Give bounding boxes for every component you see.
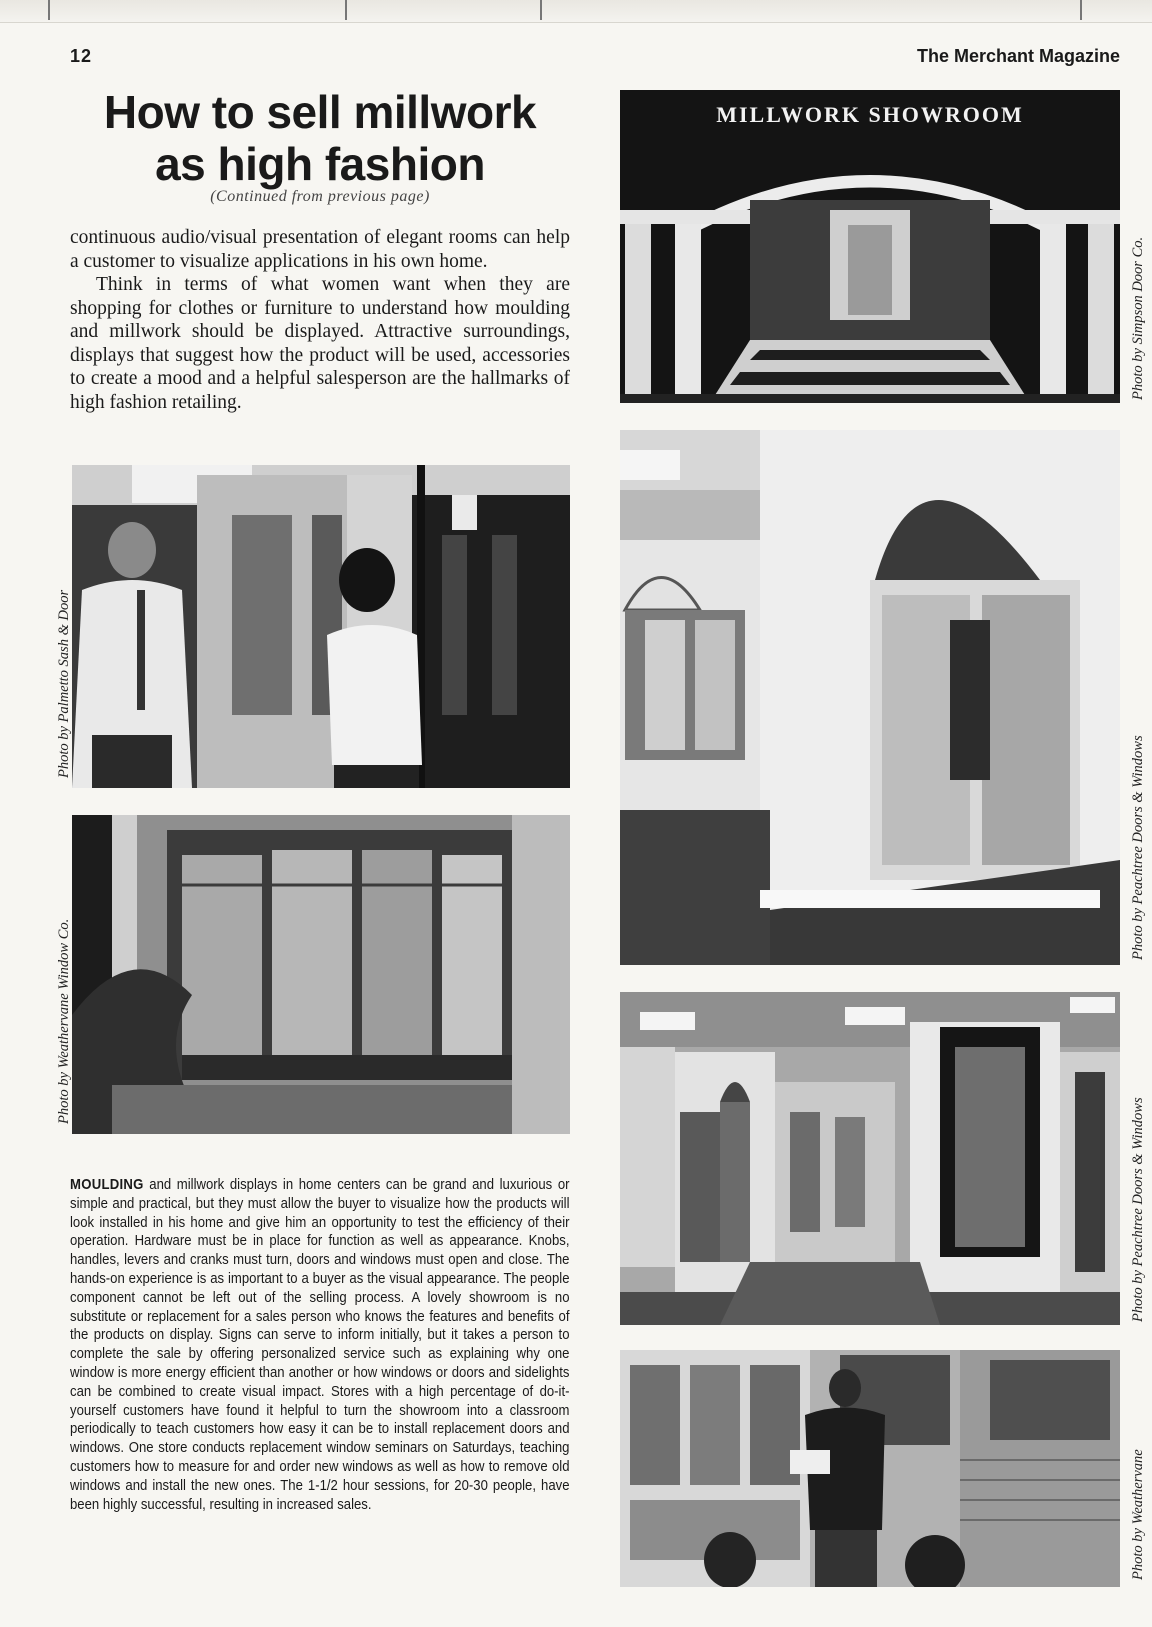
page-number: 12	[70, 46, 93, 66]
credit-peachtree-1: Photo by Peachtree Doors & Windows	[1130, 735, 1146, 960]
credit-peachtree-2: Photo by Peachtree Doors & Windows	[1130, 1097, 1146, 1322]
showroom-sign-text: MILLWORK SHOWROOM	[716, 102, 1024, 127]
intro-paragraph-1: continuous audio/visual presentation of elegant rooms can help a customer to visualize applications in his own home.	[70, 227, 570, 272]
article-headline	[60, 86, 580, 190]
photo-peachtree-showroom-corridor	[620, 992, 1120, 1325]
photo-palmetto-door-display	[72, 465, 570, 788]
photo-weathervane-bay-window	[72, 815, 570, 1134]
credit-weathervane-window: Photo by Weathervane Window Co.	[56, 918, 72, 1124]
credit-simpson: Photo by Simpson Door Co.	[1130, 236, 1146, 400]
photo-caption-text	[70, 1176, 570, 1514]
continued-note: (Continued from previous page)	[210, 188, 430, 205]
intro-paragraph-2: Think in terms of what women want when they are shopping for clothes or furniture to understand how moulding and millwork should be displayed. Attractive surroundings, displays that suggest how the product will be used, accessories to create a mood and a helpful salesperson are the hallmarks of high fashion retailing.	[70, 274, 570, 413]
photo-peachtree-arched-window	[620, 430, 1120, 965]
caption-lead-word: MOULDING	[70, 1177, 144, 1193]
caption-body: and millwork displays in home centers can be grand and luxurious or simple and practical, but they must allow the buyer to visualize how the products will look installed in his home and give him an opportunity to test the efficiency of their operation. Hardware must be in place for function as well as appearance. Knobs, handles, levers and cranks must turn, doors and windows must open and close. The hands-on experience is as important to a buyer as the visual appearance. The people component cannot be left out of the selling process. A lovely showroom is no substitute or replacement for a sales person who knows the features and benefits of the products on display. Signs can serve to inform initially, but it takes a person to complete the sale by offering personalized service such as explaining why one window is more energy efficient than another or how windows or doors and sidelights can be combined to create visual impact. Stores with a high percentage of do-it-yourself customers have found it helpful to turn the showroom into a classroom periodically to teach customers how easy it can be to install replacement doors and windows. One store conducts replacement window seminars on Saturdays, teaching customers how to measure for and order new windows as well as how to remove old windows and install the new ones. The 1-1/2 hour sessions, for 20-30 people, have been highly successful, resulting in increased sales.	[70, 1177, 570, 1513]
credit-weathervane: Photo by Weathervane	[1130, 1449, 1146, 1580]
headline-line-1: How to sell millwork	[103, 86, 537, 138]
credit-palmetto: Photo by Palmetto Sash & Door	[56, 589, 72, 778]
scan-top-edge	[0, 0, 1152, 23]
intro-text	[70, 226, 570, 414]
magazine-name: The Merchant Magazine	[916, 46, 1120, 66]
headline-line-2: as high fashion	[155, 138, 485, 190]
photo-simpson-showroom-arch	[620, 90, 1120, 403]
photo-weathervane-seminar	[620, 1350, 1120, 1587]
